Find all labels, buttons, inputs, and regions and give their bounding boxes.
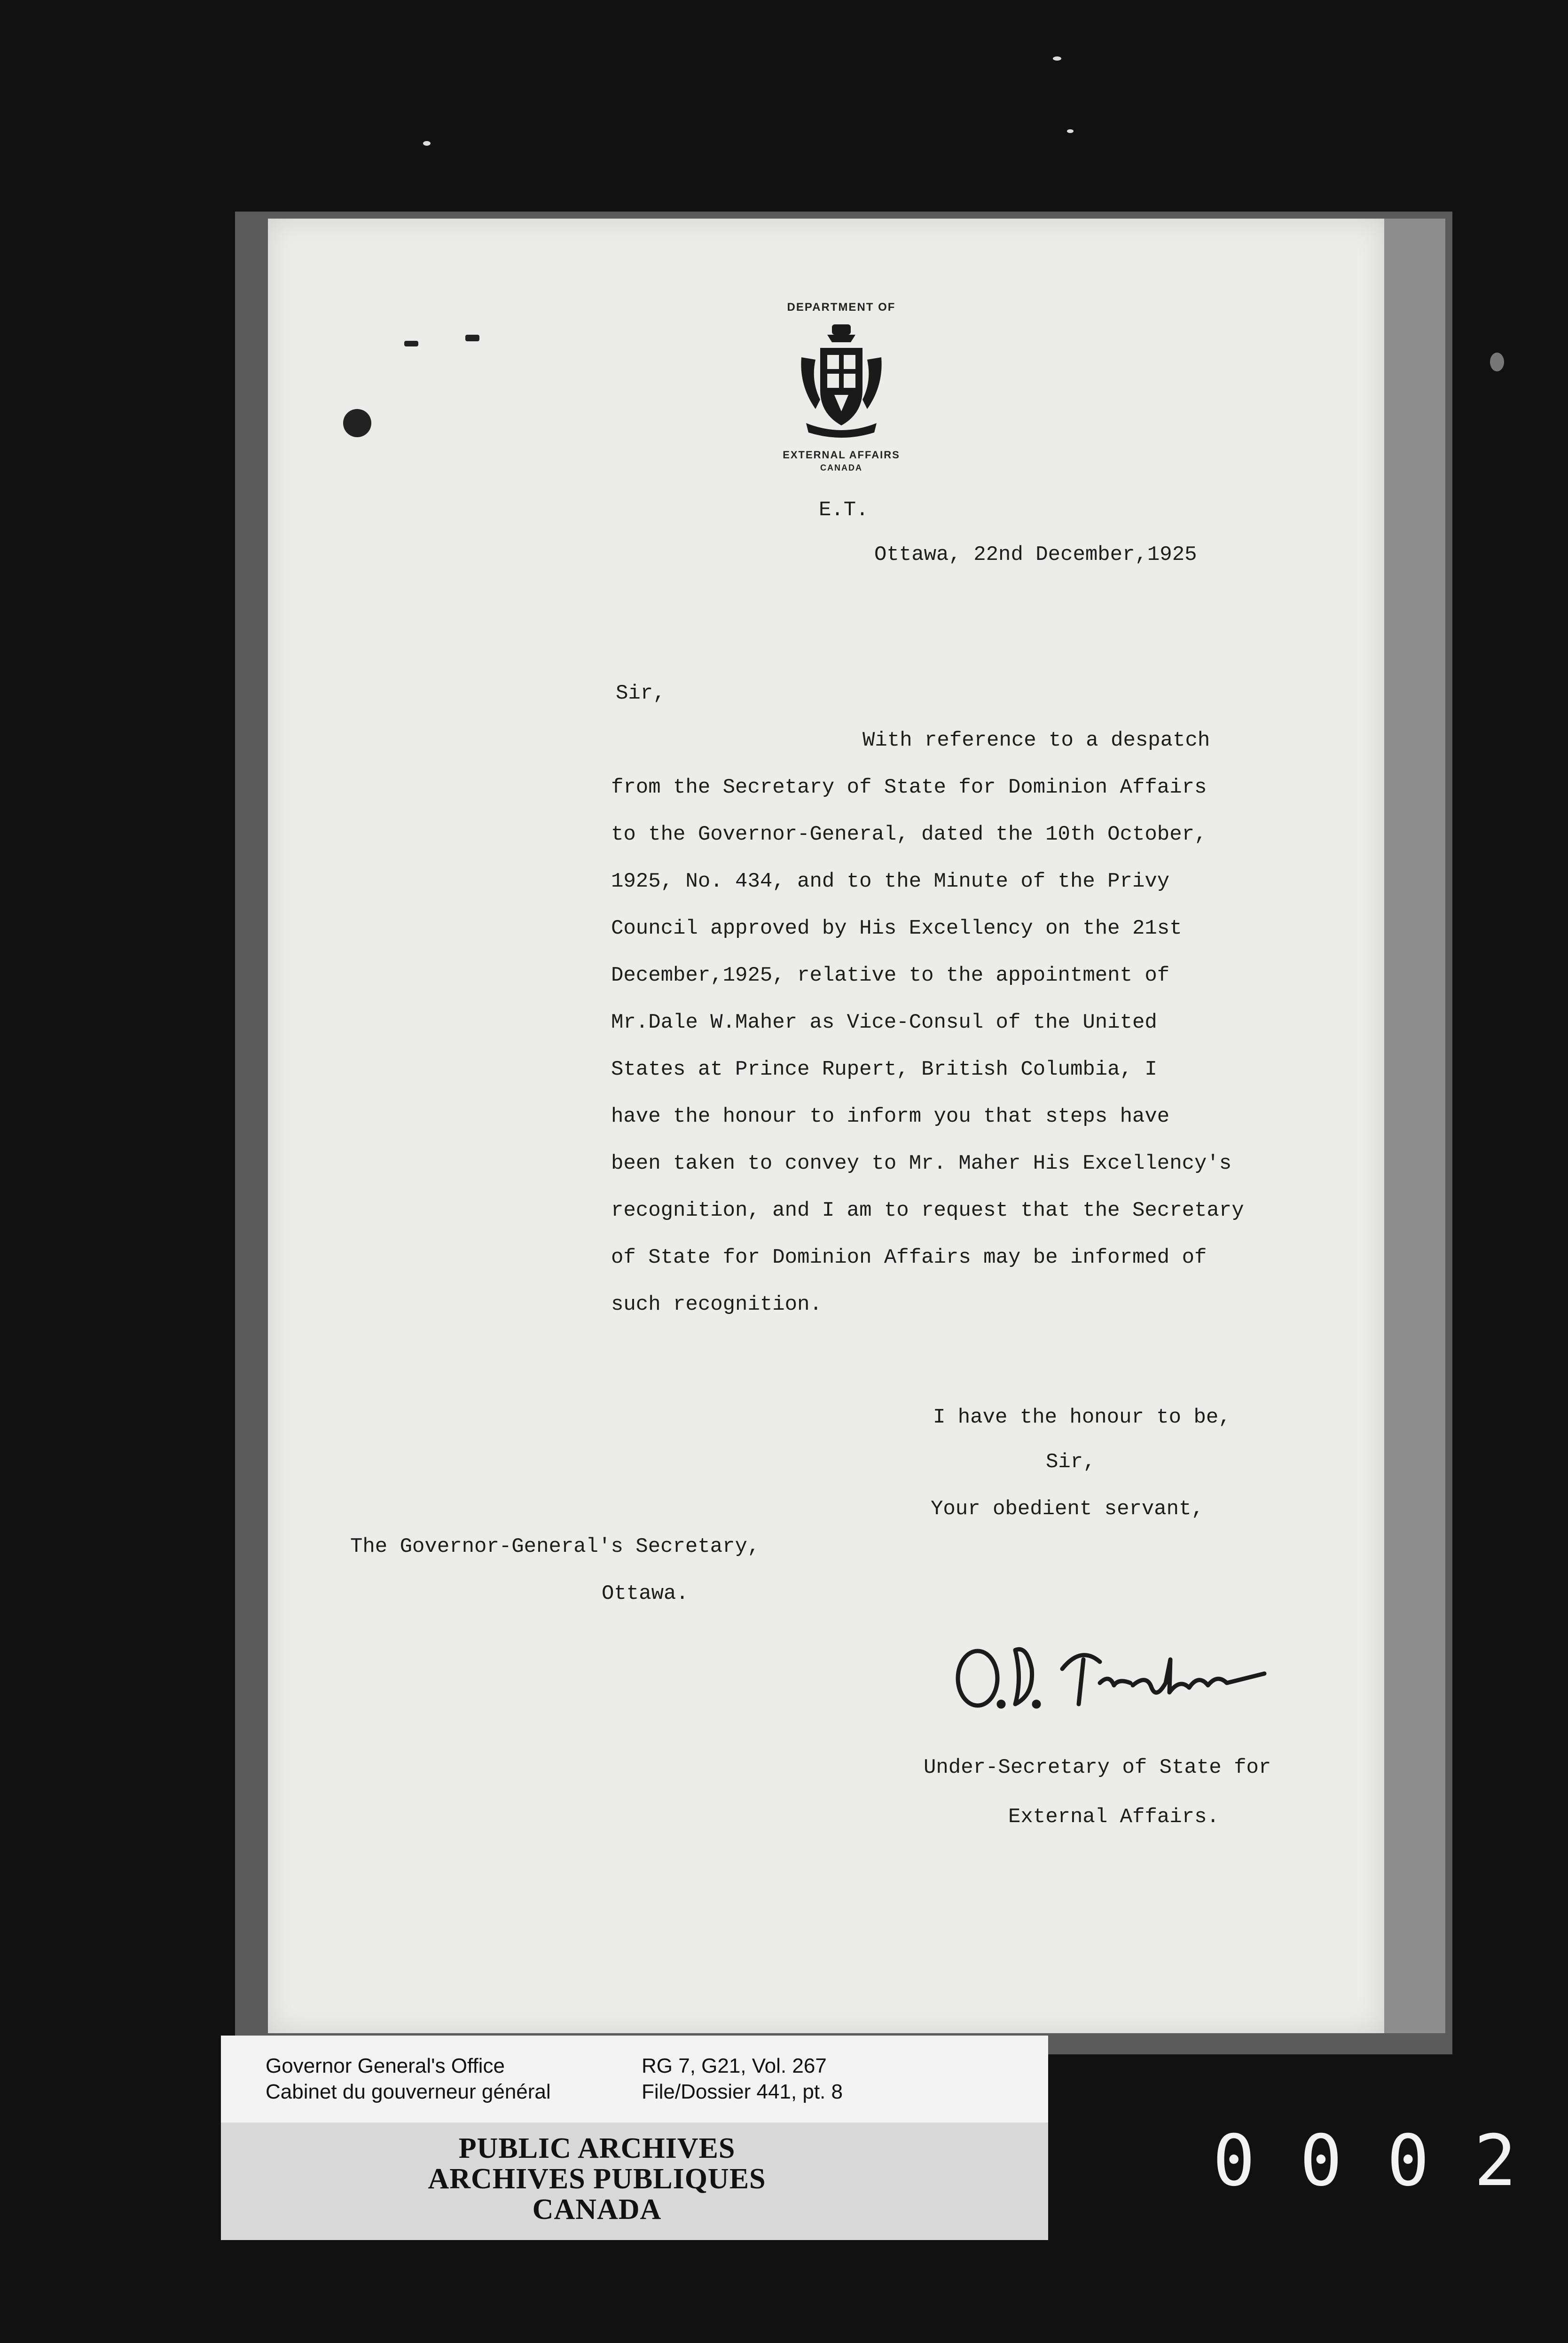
salutation: Sir, bbox=[616, 682, 666, 705]
body-line: from the Secretary of State for Dominion Affairs bbox=[611, 776, 1207, 799]
dust-speck bbox=[1490, 353, 1504, 371]
ink-mark bbox=[404, 341, 418, 346]
closing-line: I have the honour to be, bbox=[933, 1406, 1231, 1429]
dust-speck bbox=[1067, 129, 1074, 133]
archives-fr: ARCHIVES PUBLIQUES bbox=[428, 2163, 766, 2195]
archive-reference: RG 7, G21, Vol. 267 bbox=[642, 2054, 827, 2077]
body-line: 1925, No. 434, and to the Minute of the Privy bbox=[611, 870, 1170, 893]
body-line: been taken to convey to Mr. Maher His Excellency's bbox=[611, 1152, 1232, 1175]
office-fr: Cabinet du gouverneur général bbox=[266, 2080, 551, 2103]
paper-edge bbox=[1384, 219, 1445, 2033]
archives-en: PUBLIC ARCHIVES bbox=[458, 2132, 736, 2164]
addressee-line: The Governor-General's Secretary, bbox=[350, 1535, 760, 1558]
signatory-title-line: Under-Secretary of State for bbox=[924, 1756, 1271, 1779]
archives-stamp bbox=[221, 2123, 1048, 2240]
archive-file: File/Dossier 441, pt. 8 bbox=[642, 2080, 843, 2103]
body-line: With reference to a despatch bbox=[862, 729, 1210, 752]
letterhead-top-text: DEPARTMENT OF bbox=[787, 301, 896, 314]
signatory-title-line: External Affairs. bbox=[1008, 1805, 1219, 1829]
reference-code: E.T. bbox=[819, 498, 869, 522]
body-line: Council approved by His Excellency on the 21st bbox=[611, 917, 1182, 940]
body-line: recognition, and I am to request that the Secretary bbox=[611, 1199, 1244, 1222]
letterhead bbox=[752, 301, 931, 489]
dust-speck bbox=[1053, 56, 1061, 61]
body-line: such recognition. bbox=[611, 1293, 822, 1316]
archives-country: CANADA bbox=[532, 2194, 662, 2225]
dust-speck bbox=[423, 141, 431, 146]
body-line: of State for Dominion Affairs may be informed of bbox=[611, 1246, 1207, 1269]
handwritten-signature bbox=[945, 1617, 1274, 1725]
letterhead-department: EXTERNAL AFFAIRS bbox=[783, 449, 900, 461]
office-en: Governor General's Office bbox=[266, 2054, 505, 2077]
letterhead-country: CANADA bbox=[820, 463, 862, 472]
body-line: Mr.Dale W.Maher as Vice-Consul of the United bbox=[611, 1011, 1157, 1034]
body-line: have the honour to inform you that steps have bbox=[611, 1105, 1170, 1128]
body-line: States at Prince Rupert, British Columbia, I bbox=[611, 1058, 1157, 1081]
frame-number: 0002 bbox=[1213, 2120, 1561, 2202]
coat-of-arms-icon bbox=[794, 320, 888, 442]
closing-line: Sir, bbox=[1046, 1450, 1096, 1474]
addressee-line: Ottawa. bbox=[602, 1582, 689, 1605]
place-date: Ottawa, 22nd December,1925 bbox=[874, 543, 1197, 566]
body-line: to the Governor-General, dated the 10th October, bbox=[611, 823, 1207, 846]
closing-line: Your obedient servant, bbox=[931, 1497, 1204, 1521]
punch-hole bbox=[343, 409, 371, 437]
archive-reference-label bbox=[221, 2036, 1048, 2123]
body-line: December,1925, relative to the appointment of bbox=[611, 964, 1170, 987]
ink-mark bbox=[465, 335, 479, 341]
